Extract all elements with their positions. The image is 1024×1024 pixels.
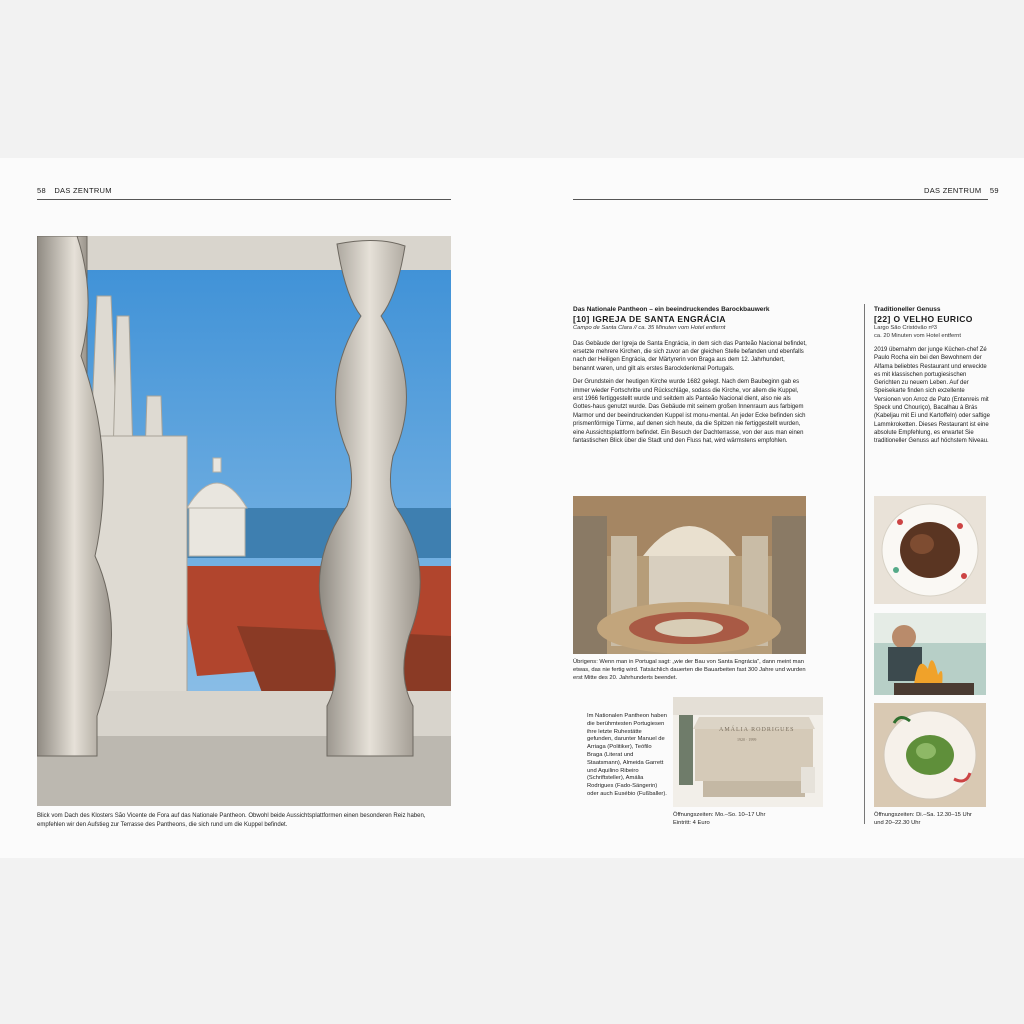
sidebar-title: [22] O VELHO EURICO	[874, 314, 973, 324]
tomb-inscription: AMÁLIA RODRIGUES	[719, 727, 795, 733]
page-number-right: 59	[989, 186, 999, 195]
article-paragraph: Der Grundstein der heutigen Kirche wurde 1682 gelegt. Nach dem Baubeginn gab es immer wieder Fortschritte und Rückschläge, sodass die Kirche, vor allem die Kuppel, erst 1966 fertiggestellt wurde und seitdem als Panteão Nacional dient, also nie als Gottes-haus genutzt wurde. Das Gebäude mit seinem großen Innenraum aus farbigem Marmor und der beeindruckenden Kuppel ist monu-mental. An jeder Ecke befinden sich prismenförmige Türme, auf denen sich heute, da die Spitzen nie fertiggestellt wurden, eine Aussichtsplattform befindet. Ein Besuch der Dachterrasse, von der aus man einen fantastischen Blick über die Stadt und den Fluss hat, wird wärmstens empfohlen.	[573, 379, 806, 444]
pantheon-burials-note: Im Nationalen Pantheon haben die berühmtesten Portugiesen ihre letzte Ruhestätte gefunden, darunter Manuel de Arriaga (Politiker), Teófilo Braga (Literat und Staatsmann), Almeida Garrett und Aquilino Ribeiro (Schriftsteller), Amália Rodrigues (Fado-Sängerin) oder auch Eusébio (Fußballer).	[587, 713, 667, 797]
amalia-tomb-photo	[673, 697, 823, 807]
article-paragraph: Das Gebäude der Igreja de Santa Engrácia, in dem sich das Panteão Nacional befindet, ersetzte mehrere Kirchen, die sich zuvor an der gleichen Stelle befanden und ebenfalls nach der Heiligen Engrácia, der Märtyrerin von Braga aus dem 12. Jahrhundert, benannt waren, und gilt als erstes Barockdenkmal Portugals.	[573, 340, 807, 372]
sidebar-velho-eurico	[874, 305, 990, 446]
chef-flambe-photo	[874, 613, 986, 695]
sidebar-opening-hours-2: und 20–22.30 Uhr	[874, 819, 921, 826]
section-title-right: DAS ZENTRUM	[924, 186, 982, 195]
sidebar-address: Largo São Cristóvão nº3	[874, 325, 938, 331]
article-kicker: Das Nationale Pantheon – ein beeindruckendes Barockbauwerk	[573, 306, 770, 313]
section-title-left: DAS ZENTRUM	[54, 186, 112, 195]
sidebar-hours	[874, 812, 994, 827]
pantheon-info	[673, 812, 823, 827]
sidebar-divider	[864, 304, 865, 824]
page-number-left: 58	[37, 186, 46, 195]
duck-rice-dish-photo	[874, 496, 986, 604]
left-photo-caption: Blick vom Dach des Klosters São Vicente de Fora auf das Nationale Pantheon. Obwohl beide Aussichtsplattformen einen besonderen Reiz haben, empfehlen wir den Aufstieg zur Terrasse des Pantheons, die sich rund um die Kuppel befindet.	[37, 813, 426, 828]
interior-caption: Übrigens: Wenn man in Portugal sagt: „wie der Bau von Santa Engrácia“, dann meint man etwas, das nie fertig wird. Tatsächlich dauerten die Bauarbeiten fast 300 Jahre und wurden erst Mitte des 20. Jahrhunderts beendet.	[573, 659, 806, 681]
balustrade-view-photo	[37, 236, 451, 806]
cabbage-dish-photo	[874, 703, 986, 807]
tomb-dates: 1920 · 1999	[737, 737, 757, 742]
sidebar-kicker: Traditioneller Genuss	[874, 306, 941, 313]
right-running-header	[924, 186, 999, 195]
sidebar-opening-hours-1: Öffnungszeiten: Di.–Sa. 12.30–15 Uhr	[874, 812, 972, 818]
header-rule-right	[573, 199, 988, 200]
article-title: [10] IGREJA DE SANTA ENGRÁCIA	[573, 314, 726, 324]
sidebar-distance: ca. 20 Minuten vom Hotel entfernt	[874, 332, 961, 339]
article-body	[573, 340, 808, 446]
pantheon-interior-photo	[573, 496, 806, 654]
article-location: Campo de Santa Clara // ca. 35 Minuten vom Hotel entfernt	[573, 325, 726, 331]
pantheon-opening-hours: Öffnungszeiten: Mo.–So. 10–17 Uhr	[673, 812, 766, 818]
sidebar-text: 2019 übernahm der junge Küchen-chef Zé Paulo Rocha ein bei den Bewohnern der Alfama beliebtes Restaurant und erweckte es mit klassischen portugiesischen Gerichten zu neuem Leben. Auf der Speisekarte finden sich exzellente Versionen von Arroz de Pato (Entenreis mit Speck und Chouriço), Bacalhau à Brás (Kabeljau mit Ei und Kartoffeln) oder saftige Lammkroketten. Dieses Restaurant ist eine absolute Empfehlung, es erwartet Sie traditioneller Genuss auf höchstem Niveau.	[874, 347, 990, 445]
article-santa-engracia	[573, 305, 808, 450]
header-rule-left	[37, 199, 451, 200]
pantheon-entry-fee: Eintritt: 4 Euro	[673, 819, 710, 826]
left-running-header	[37, 186, 112, 195]
